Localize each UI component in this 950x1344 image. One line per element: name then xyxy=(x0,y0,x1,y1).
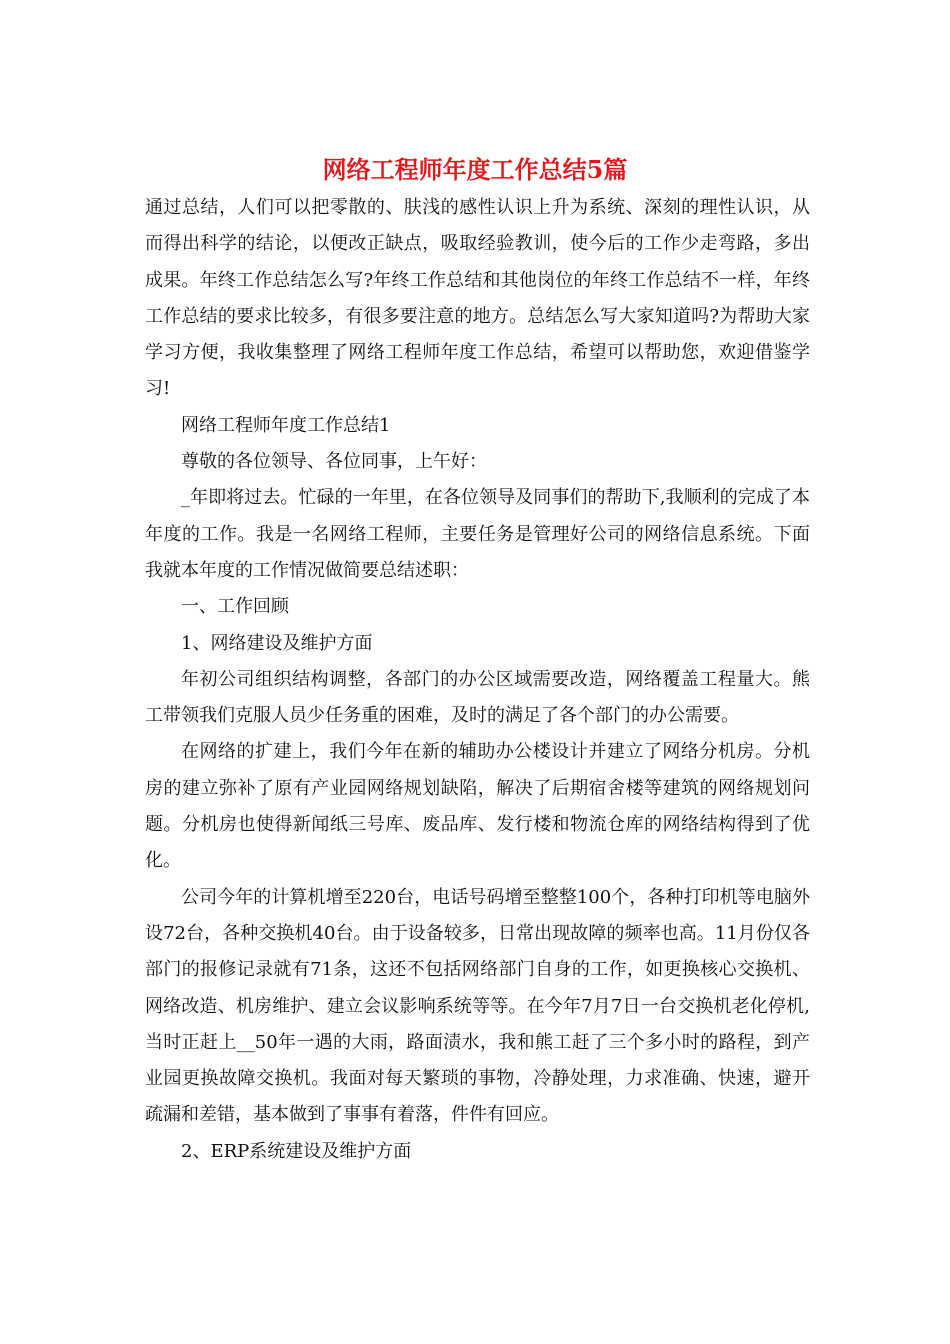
greeting-paragraph: 尊敬的各位领导、各位同事，上午好： xyxy=(181,451,487,473)
network-paragraph-3: 公司今年的计算机增至220台，电话号码增至整整100个，各种打印机等电脑外设72台，各种交换机40台。由于设备较多，日常出现故障的频率也高。11月份仅各部门的报修记录就有71条，这还不包括网络部门自身的工作，如更换核心交换机、网络改造、机房维护、建立会议影响系统等等。在今年7月7日一台交换机老化停机,当时正赶上__50年一遇的大雨，路面渍水，我和熊工赶了三个多小时的路程，到产业园更换故障交换机。我面对每天繁琐的事物，冷静处理，力求准确、快速，避开疏漏和差错，基本做到了事事有着落，件件有回应。 xyxy=(145,886,810,1126)
opening-paragraph: _年即将过去。忙碌的一年里，在各位领导及同事们的帮助下,我顺利的完成了本年度的工作。我是一名网络工程师，主要任务是管理好公司的网络信息系统。下面我就本年度的工作情况做简要总结述职： xyxy=(145,487,810,581)
subsection-heading-erp: 2、ERP系统建设及维护方面 xyxy=(181,1140,412,1162)
intro-paragraph: 通过总结，人们可以把零散的、肤浅的感性认识上升为系统、深刻的理性认识，从而得出科学的结论，以便改正缺点，吸取经验教训，使今后的工作少走弯路，多出成果。年终工作总结怎么写?年终工作总结和其他岗位的年终工作总结不一样，年终工作总结的要求比较多，有很多要注意的地方。总结怎么写大家知道吗?为帮助大家学习方便，我收集整理了网络工程师年度工作总结，希望可以帮助您，欢迎借鉴学习! xyxy=(145,197,810,400)
section-heading-summary-1: 网络工程师年度工作总结1 xyxy=(181,414,391,436)
section-heading-work-review: 一、工作回顾 xyxy=(181,596,289,618)
subsection-heading-network: 1、网络建设及维护方面 xyxy=(181,632,373,654)
document-body xyxy=(145,190,810,1170)
network-paragraph-2: 在网络的扩建上，我们今年在新的辅助办公楼设计并建立了网络分机房。分机房的建立弥补了原有产业园网络规划缺陷，解决了后期宿舍楼等建筑的网络规划问题。分机房也使得新闻纸三号库、废品库、发行楼和物流仓库的网络结构得到了优化。 xyxy=(145,741,810,872)
document-title: 网络工程师年度工作总结5篇 xyxy=(322,155,628,184)
network-paragraph-1: 年初公司组织结构调整，各部门的办公区域需要改造，网络覆盖工程量大。熊工带领我们克服人员少任务重的困难，及时的满足了各个部门的办公需要。 xyxy=(145,668,810,727)
